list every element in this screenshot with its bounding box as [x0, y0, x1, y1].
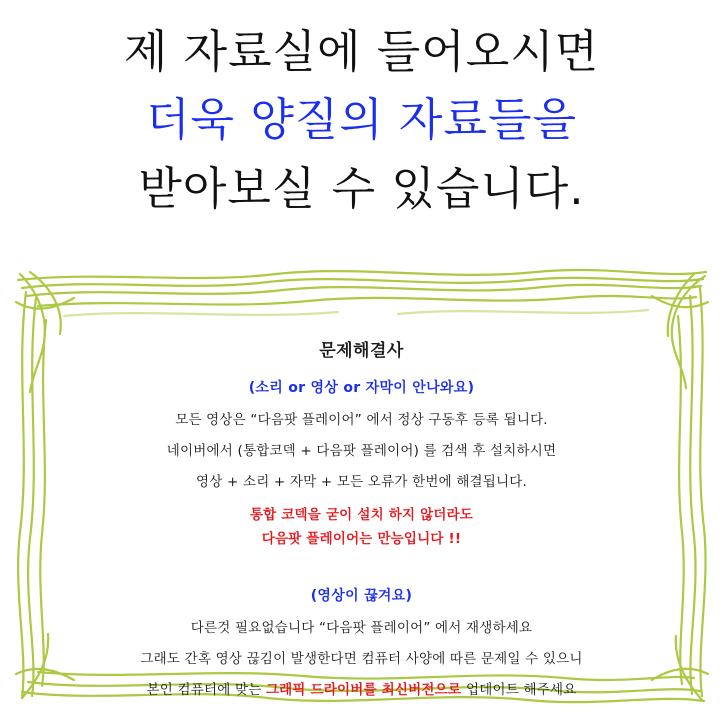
- section-one-question: (소리 or 영상 or 자막이 안나와요): [248, 380, 475, 396]
- section-two-line-1: 다른것 필요없습니다 “다음팟 플레이어” 에서 재생하세요: [190, 620, 533, 636]
- section-two-line-2: 그래도 간혹 영상 끊김이 발생한다면 컴퓨터 사양에 따른 문제일 수 있으니: [140, 651, 583, 667]
- headline-line-3: 받아보실 수 있습니다.: [138, 161, 585, 215]
- section-one-emphasis-2: 다음팟 플레이어는 만능입니다 !!: [261, 531, 462, 547]
- section-two-last-line: [8, 678, 715, 698]
- section-one-line-1: 모든 영상은 “다음팟 플레이어” 에서 정상 구동후 등록 됩니다.: [175, 412, 548, 428]
- last-line-highlight-two: 최신버전으로: [381, 682, 467, 698]
- headline-block: [0, 0, 723, 223]
- section-one-line-3: 영상 + 소리 + 자막 + 모든 오류가 한번에 해결됩니다.: [195, 474, 528, 490]
- panel-title: 문제해결사: [319, 341, 404, 361]
- sketch-frame: [8, 262, 715, 710]
- headline-line-2: 더욱 양질의 자료들을: [146, 93, 577, 147]
- section-one-line-2: 네이버에서 (통합코덱 + 다음팟 플레이어) 를 검색 후 설치하시면: [166, 443, 557, 459]
- last-line-suffix: 업데이트 해주세요: [466, 682, 577, 698]
- headline-line-1: 제 자료실에 들어오시면: [123, 25, 600, 78]
- last-line-highlight-one: 그래픽 드라이버를: [265, 682, 382, 698]
- section-two-question: (영상이 끊겨요): [310, 588, 413, 604]
- section-divider: [8, 547, 715, 569]
- last-line-prefix: 본인 컴퓨터에 맞는: [146, 682, 266, 698]
- section-one-emphasis-1: 통합 코덱을 굳이 설치 하지 않더라도: [249, 507, 474, 523]
- panel-content: [8, 262, 715, 710]
